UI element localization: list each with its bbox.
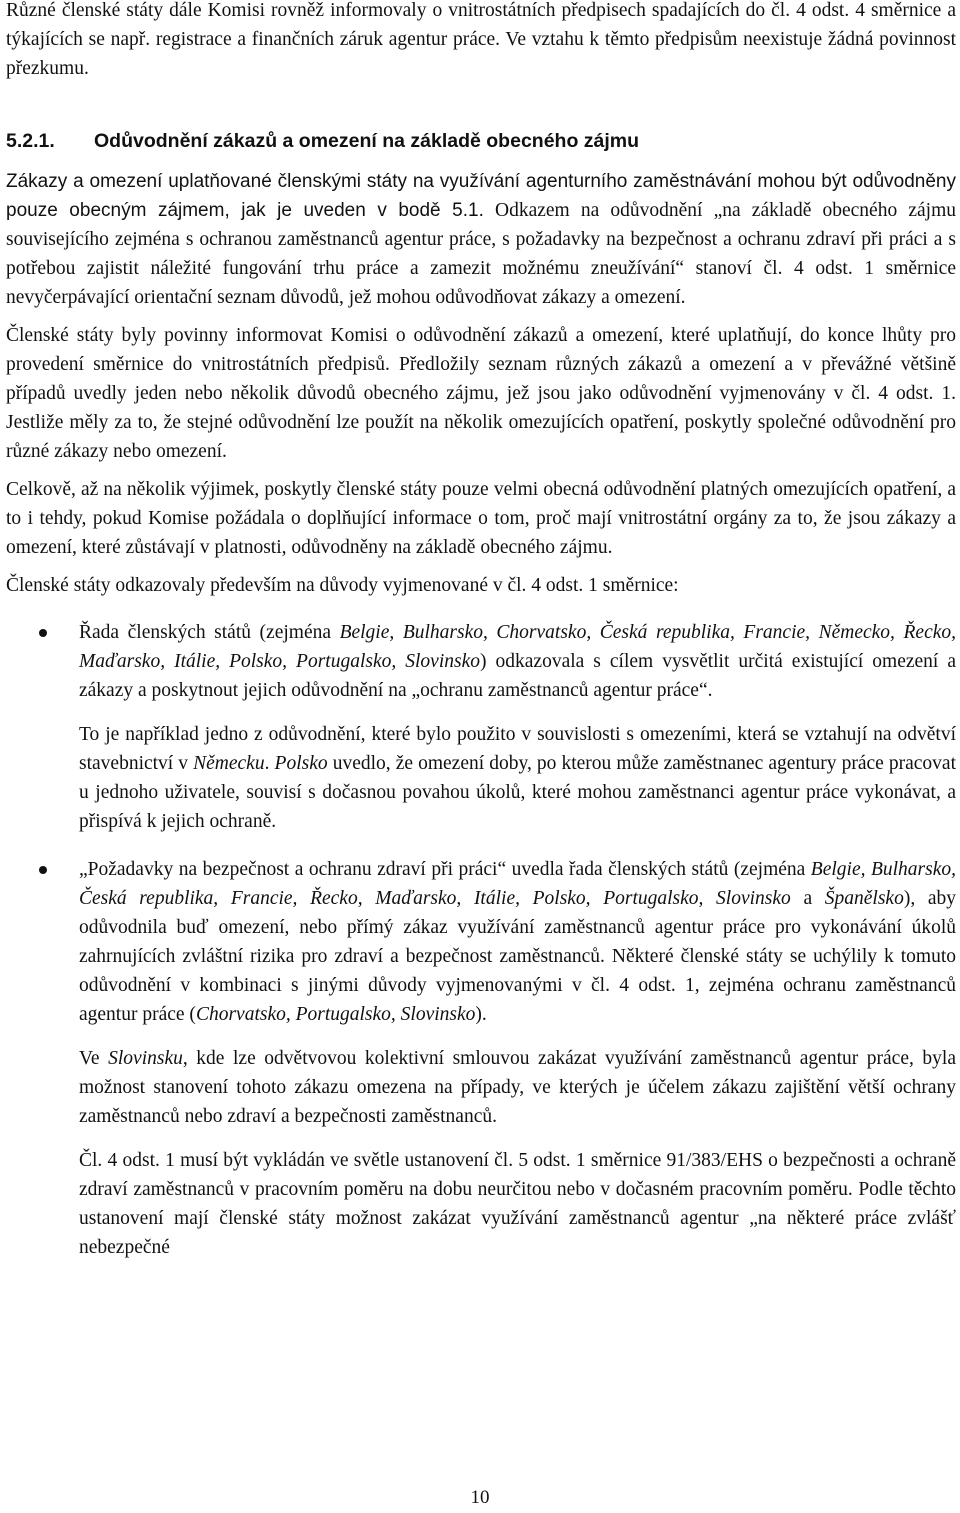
country-name: Německu [193, 753, 265, 774]
text-run: ). [475, 1004, 487, 1025]
page-number: 10 [470, 1487, 490, 1508]
section-body [6, 167, 956, 1262]
text-run: a [790, 888, 825, 909]
bullet-icon [39, 629, 47, 637]
paragraph-2: Členské státy byly povinny informovat Komisi o odůvodnění zákazů a omezení, které uplatňují, do konce lhůty pro provedení směrnice do vnitrostátních předpisů. Předložily seznam různých zákazů a omezení a v převážné většině případů uvedly jeden nebo několik důvodů obecného zájmu, jež jsou jako odůvodnění vyjmenovány v čl. 4 odst. 1. Jestliže měly za to, že stejné odůvodnění lze použít na několik omezujících opatření, poskytly společné odůvodnění pro různé zákazy nebo omezení. [6, 325, 956, 462]
text-run: uvedlo, že omezení doby, po kterou může zaměstnanec agentury práce pracovat u jednoho uživatele, souvisí s dočasnou povahou úkolů, které mohou zaměstnanci agentur práce vykonávat, a přispívá k jejich ochraně. [79, 753, 957, 832]
list-item [6, 618, 956, 836]
intro-paragraph: Různé členské státy dále Komisi rovněž informovaly o vnitrostátních předpisech spadajících do čl. 4 odst. 4 směrnice a týkajících se např. registrace a finančních záruk agentur práce. Ve vztahu k těmto předpisům neexistuje žádná povinnost přezkumu. [6, 0, 956, 79]
paragraph-1-rest: Odkazem na odůvodnění „na základě obecného zájmu souvisejícího zejména s ochranou zaměstnanců agentur práce, s požadavky na bezpečnost a ochranu zdraví při práci a s potřebou zajistit náležité fungování trhu práce a zamezit možnému zneužívání“ stanoví čl. 4 odst. 1 směrnice nevyčerpávající orientační seznam důvodů, jež mohou odůvodňovat zákazy a omezení. [6, 200, 956, 308]
text-run: Ve [79, 1048, 109, 1069]
text-run: ), aby odůvodnila buď omezení, nebo přímý zákaz využívání zaměstnanců agentur práce pro vykonávání úkolů zahrnujících zvláštní rizika pro zdraví a bezpečnost zaměstnanců. Některé členské státy se uchýlily k tomuto odůvodnění v kombinaci s jinými důvody vyjmenovanými v čl. 4 odst. 1, zejména ochranu zaměstnanců agentur práce ( [79, 888, 956, 1025]
text-run: . [264, 753, 275, 774]
country-name: Polsko [274, 753, 328, 774]
bullet-2-paragraph-b [79, 1044, 956, 1131]
country-list: Chorvatsko, Portugalsko, Slovinsko [195, 1004, 476, 1025]
text-run: ) odkazovala s cílem vysvětlit určitá existující omezení a zákazy a poskytnout jejich odůvodnění na „ochranu zaměstnanců agentur práce“. [79, 651, 956, 701]
paragraph-3: Celkově, až na několik výjimek, poskytly členské státy pouze velmi obecná odůvodnění platných omezujících opatření, a to i tehdy, pokud Komise požádala o doplňující informace o tom, proč mají vnitrostátní orgány za to, že jsou zákazy a omezení, které zůstávají v platnosti, odůvodněny na základě obecného zájmu. [6, 479, 956, 558]
country-name: Španělsko [824, 888, 904, 909]
bullet-1-paragraph-a [79, 618, 956, 705]
paragraph-1 [6, 167, 956, 312]
country-list: Belgie, Bulharsko, Chorvatsko, Česká republika, Francie, Německo, Řecko, Maďarsko, Itálie, Polsko, Portugalsko, Slovinsko [79, 622, 956, 672]
country-name: Slovinsku [108, 1048, 183, 1069]
bullet-icon [39, 866, 47, 874]
list-item [6, 855, 956, 1262]
text-run: , kde lze odvětvovou kolektivní smlouvou zakázat využívání zaměstnanců agentur práce, byla možnost stanovení tohoto zákazu omezena na případy, ve kterých je účelem zákazu zajištění větší ochrany zaměstnanců nebo zdraví a bezpečnosti zaměstnanců. [79, 1048, 957, 1127]
section-number: 5.2.1. [6, 130, 55, 152]
section-title: Odůvodnění zákazů a omezení na základě obecného zájmu [94, 130, 640, 152]
bullet-2-paragraph-a [79, 855, 956, 1029]
text-run: „Požadavky na bezpečnost a ochranu zdraví při práci“ uvedla řada členských států (zejména [79, 859, 811, 880]
bullet-2-paragraph-c: Čl. 4 odst. 1 musí být vykládán ve světle ustanovení čl. 5 odst. 1 směrnice 91/383/EHS o bezpečnosti a ochraně zdraví zaměstnanců v pracovním poměru na dobu neurčitou nebo v dočasném pracovním poměru. Podle těchto ustanovení mají členské státy možnost zakázat využívání zaměstnanců agentur „na některé práce zvlášť nebezpečné [79, 1150, 956, 1258]
paragraph-1-lead: Zákazy a omezení uplatňované členskými státy na využívání agenturního zaměstnávání mohou být odůvodněny pouze obecným zájmem, jak je uveden v bodě 5.1. [6, 171, 956, 221]
reasons-list [6, 618, 956, 1262]
paragraph-4: Členské státy odkazovaly především na důvody vyjmenované v čl. 4 odst. 1 směrnice: [6, 575, 679, 596]
text-run: To je například jedno z odůvodnění, které bylo použito v souvislosti s omezeními, která se vztahují na odvětví stavebnictví v [79, 724, 956, 774]
section-heading [6, 127, 956, 156]
text-run: Řada členských států (zejména [79, 622, 340, 643]
bullet-1-paragraph-b [79, 720, 956, 836]
country-list: Belgie, Bulharsko, Česká republika, Francie, Řecko, Maďarsko, Itálie, Polsko, Portugalsko, Slovinsko [79, 859, 956, 909]
